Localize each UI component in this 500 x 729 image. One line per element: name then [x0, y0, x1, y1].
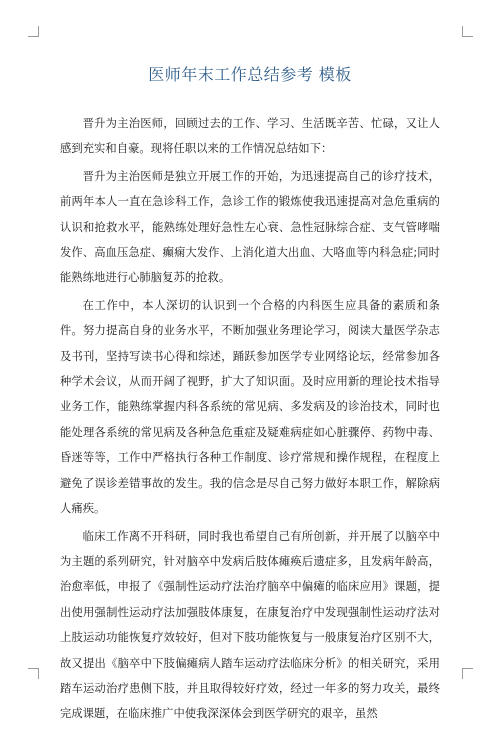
crop-mark-bottom-right [462, 668, 473, 679]
crop-mark-top-right [462, 26, 473, 37]
document-title: 医师年末工作总结参考 模板 [148, 65, 352, 84]
crop-mark-top-left [28, 26, 39, 37]
paragraph-professional-growth: 在工作中，本人深切的认识到一个合格的内科医生应具备的素质和条件。努力提高自身的业务水平，不断加强业务理论学习，阅读大量医学杂志及书刊，坚持写读书心得和综述，踊跃参加医学专业网络论坛，经常参加各种学术会议，从而开阔了视野，扩大了知识面。及时应用新的理论技术指导业务工作，能熟练掌握内科各系统的常见病、多发病及的诊治技术，同时也能处理各系统的常见病及各种急危重症及疑难病症如心脏骤停、药物中毒、昏迷等等，工作中严格执行各种工作制度、诊疗常规和操作规程，在程度上避免了误诊差错事故的发生。我的信念是尽自己努力做好本职工作，解除病人痛疾。 [60, 298, 440, 516]
document-body [60, 111, 440, 729]
crop-mark-bottom-left [28, 668, 39, 679]
paragraph-research: 临床工作离不开科研，同时我也希望自己有所创新，并开展了以脑卒中为主题的系列研究，针对脑卒中发病后肢体瘫痪后遗症多，且发病年龄高，治愈率低，申报了《强制性运动疗法治疗脑卒中偏瘫的临床应用》课题，提出使用强制性运动疗法加强肢体康复，在康复治疗中发现强制性运动疗法对上肢运动功能恢复疗效较好，但对下肢功能恢复与一般康复治疗区别不大，故又提出《脑卒中下肢偏瘫病人踏车运动疗法临床分析》的相关研究，采用踏车运动治疗患侧下肢，并且取得较好疗效，经过一年多的努力攻关，最终完成课题，在临床推广中使我深深体会到医学研究的艰辛，虽然 [60, 529, 440, 721]
paragraph-emergency-work: 晋升为主治医师是独立开展工作的开始，为迅速提高自己的诊疗技术，前两年本人一直在急诊科工作，急诊工作的锻炼使我迅速提高对急危重病的认识和抢救水平，能熟练处理好急性左心衰、急性冠脉综合症、支气管哮喘发作、高血压急症、癫痫大发作、上消化道大出血、大咯血等内科急症;同时能熟练地进行心肺脑复苏的抢救。 [60, 169, 440, 285]
paragraph-intro: 晋升为主治医师，回顾过去的工作、学习、生活既辛苦、忙碌，又让人感到充实和自豪。现将任职以来的工作情况总结如下： [60, 117, 440, 156]
